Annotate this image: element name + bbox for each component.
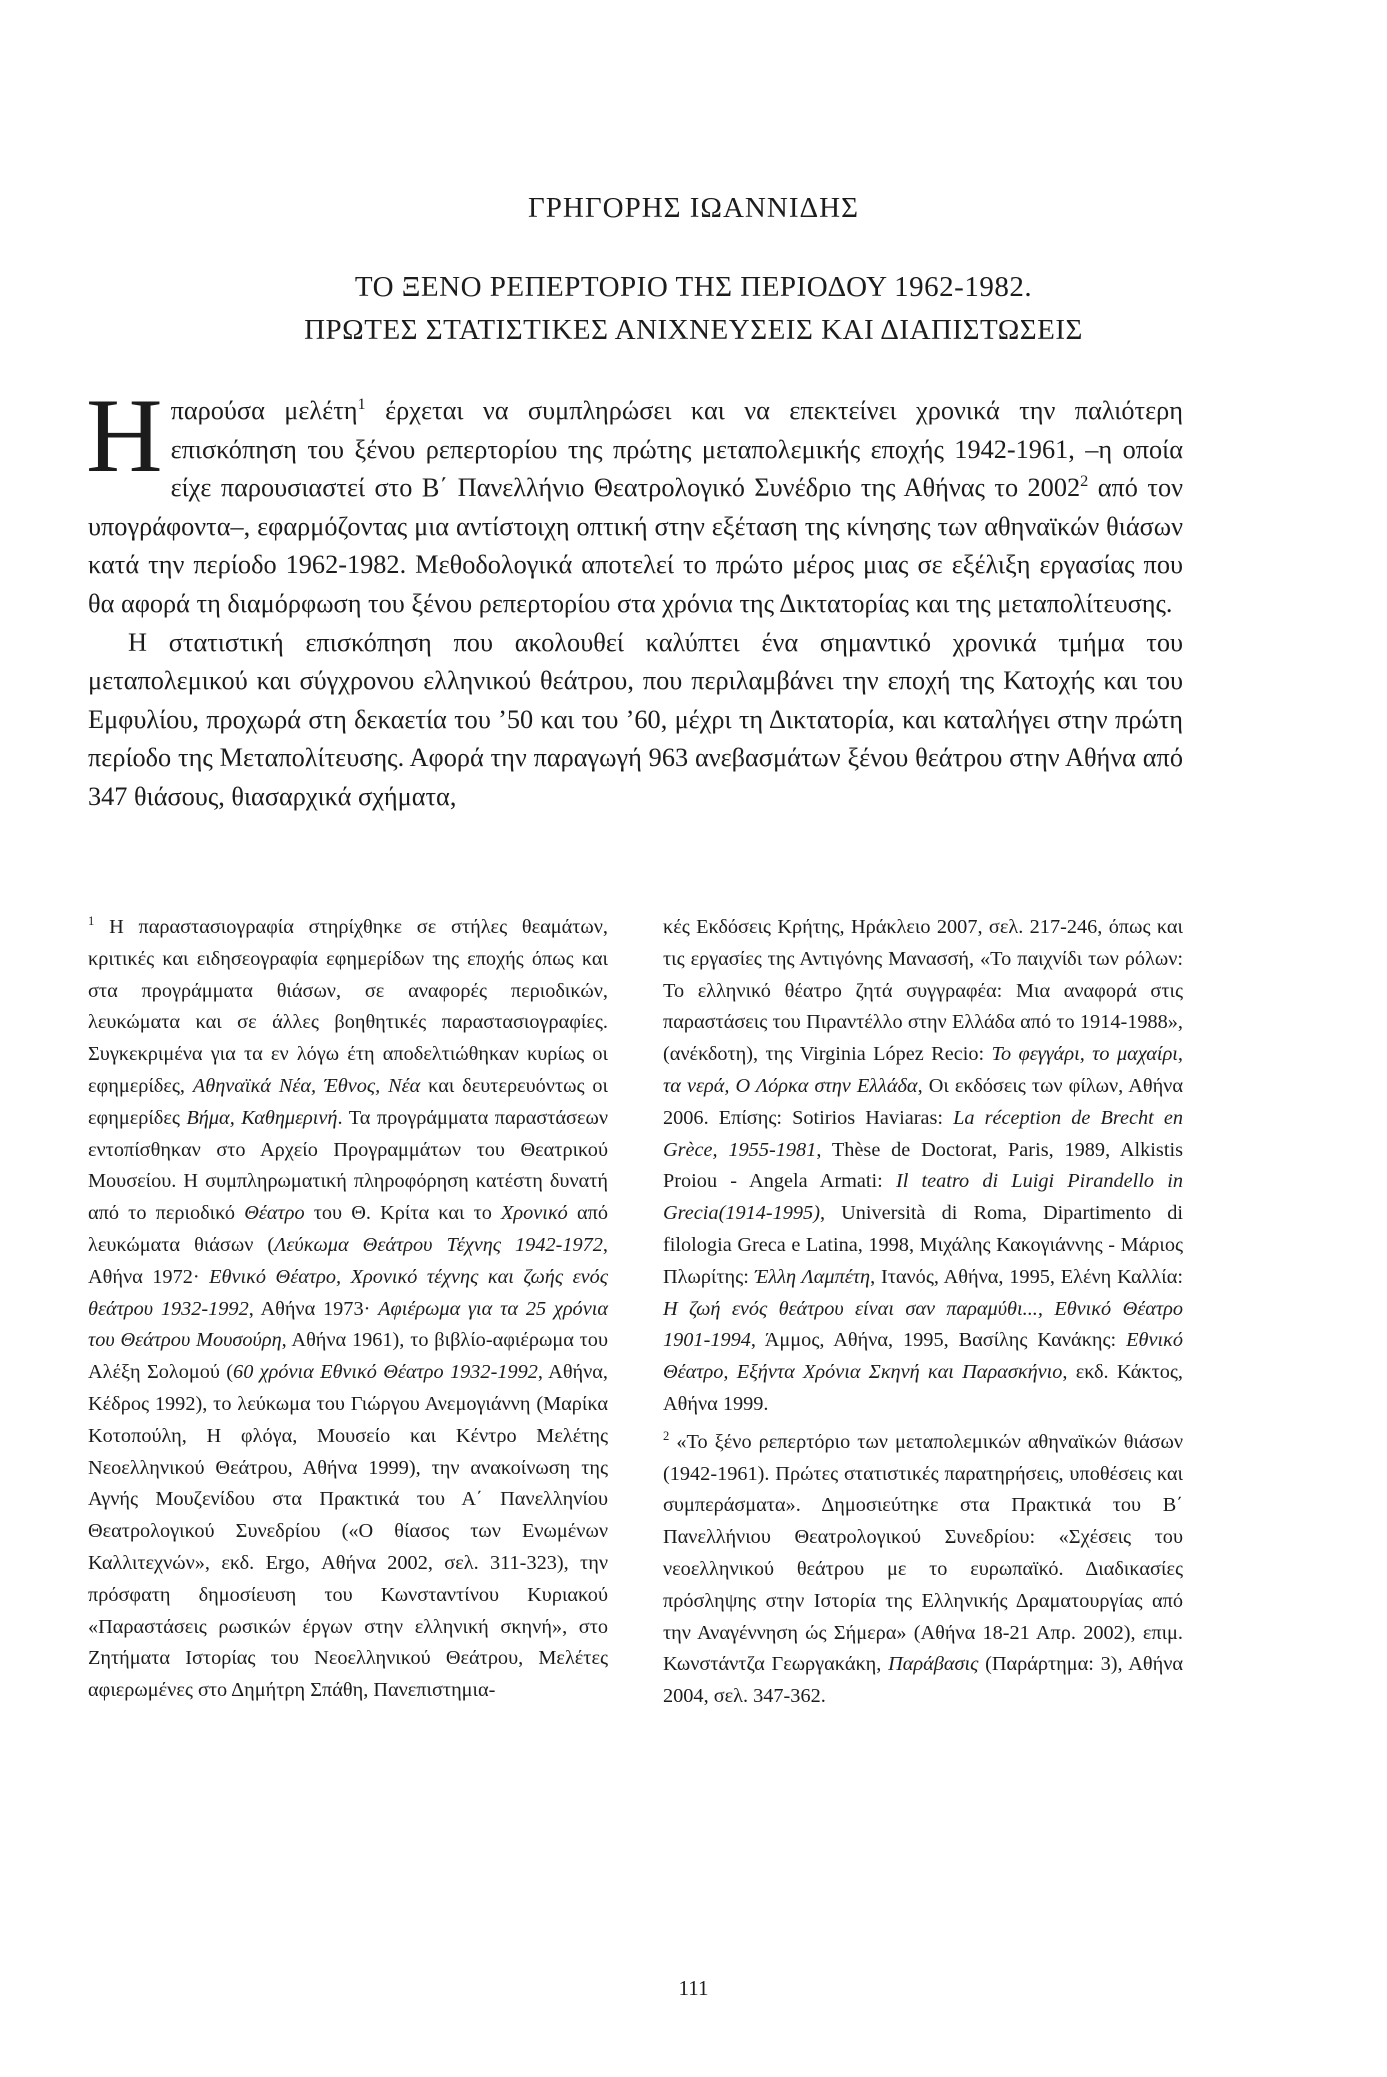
- footnote-text: κές Εκδόσεις Κρήτης, Ηράκλειο 2007, σελ. 217-246, όπως και τις εργασίες της Αντιγόνης Μανασσή, «Το παιχνίδι των ρόλων: Το ελληνικό θέατρο ζητά συγγραφέα: Μια αναφορά στις παραστάσεις του Πιραντέλλο στην Ελλάδα από το 1914-1988», (ανέκδοτη), της Virginia López Recio:: [663, 916, 1183, 1066]
- footnote-text: , Αθήνα 1961), το βιβλίο-αφιέρωμα του Αλέξη Σολομού (: [88, 1329, 608, 1384]
- footnote-italic: Χρονικό: [501, 1202, 568, 1225]
- footnote-text: Η παραστασιογραφία στηρίχθηκε σε στήλες θεαμάτων, κριτικές και ειδησεογραφία εφημερίδων της εποχής όπως και στα προγράμματα θιάσων, σε αναφορές περιοδικών, λευκώματα και σε άλλες βοηθητικές παραστασιογραφίες. Συγκεκριμένα για τα εν λόγω έτη αποδελτιώθηκαν κυρίως οι εφημερίδες,: [88, 916, 608, 1097]
- footnote-text: , Thèse de Doctorat, Paris, 1989, Alkistis Proiou - Angela Armati:: [663, 1138, 1183, 1193]
- footnote-italic: La réception de Brecht en Grèce, 1955-1981: [663, 1106, 1184, 1161]
- footnote-italic: Θέατρο: [244, 1202, 305, 1225]
- footnote-italic: Έλλη Λαμπέτη: [754, 1265, 871, 1288]
- footnote-text: . Τα προγράμματα παραστάσεων εντοπίσθηκαν στο Αρχείο Προγραμμάτων του Θεατρικού Μουσείου. Η συμπληρωματική πληροφόρηση κατέστη δυνατή από το περιοδικό: [88, 1106, 608, 1225]
- footnote-text: , Αθήνα 1972·: [88, 1233, 608, 1288]
- footnote-text: , Αθήνα, Κέδρος 1992), το λεύκωμα του Γιώργου Ανεμογιάννη (Μαρίκα Κοτοπούλη, Η φλόγα, Μουσείο και Κέντρο Μελέτης Νεοελληνικού Θεάτρου, Αθήνα 1999), την ανακοίνωση της Αγνής Μουζενίδου στα Πρακτικά του Α΄ Πανελληνίου Θεατρολογικού Συνεδρίου («Ο θίασος των Ενωμένων Καλλιτεχνών», εκδ. Ergo, Αθήνα 2002, σελ. 311-323), την πρόσφατη δημοσίευση του Κωνσταντίνου Κυριακού «Παραστάσεις ρωσικών έργων στην ελληνική σκηνή», στο Ζητήματα Ιστορίας του Νεοελληνικού Θεάτρου, Μελέτες αφιερωμένες στο Δημήτρη Σπάθη, Πανεπιστημια-: [88, 1361, 609, 1702]
- footnote-text: (Παράρτημα: 3), Αθήνα 2004, σελ. 347-362.: [663, 1653, 1183, 1708]
- footnotes-left-column: [88, 912, 608, 1707]
- footnote-2-number: 2: [663, 1428, 670, 1443]
- article-title-line-1: ΤΟ ΞΕΝΟ ΡΕΠΕΡΤΟΡΙΟ ΤΗΣ ΠΕΡΙΟΔΟΥ 1962-1982.: [354, 271, 1033, 303]
- footnote-ref-2[interactable]: 2: [1080, 471, 1089, 491]
- paragraph-1-text-c: από τον υπογράφοντα–, εφαρμόζοντας μια αντίστοιχη οπτική στην εξέταση της κίνησης των αθηναϊκών θιάσων κατά την περίοδο 1962-1982. Μεθοδολογικά αποτελεί το πρώτο μέρος μιας σε εξέλιξη εργασίας που θα αφορά τη διαμόρφωση του ξένου ρεπερτορίου στα χρόνια της Δικτατορίας και της μεταπολίτευσης.: [88, 473, 1183, 618]
- page-number: 111: [678, 1976, 709, 2000]
- footnote-text: , Οι εκδόσεις των φίλων, Αθήνα 2006. Επίσης: Sotirios Haviaras:: [663, 1074, 1183, 1129]
- footnote-italic: Εθνικό Θέατρο, Εξήντα Χρόνια Σκηνή και Παρασκήνιο: [663, 1329, 1183, 1384]
- footnote-1-number: 1: [88, 914, 95, 929]
- footnote-italic: Αφιέρωμα για τα 25 χρόνια του Θεάτρου Μουσούρη: [88, 1297, 608, 1352]
- paragraph-1-text-b: έρχεται να συμπληρώσει και να επεκτείνει χρονικά την παλιότερη επισκόπηση του ξένου ρεπερτορίου της πρώτης μεταπολεμικής εποχής 1942-1961, –η οποία είχε παρουσιαστεί στο Β΄ Πανελλήνιο Θεατρολογικό Συνέδριο της Αθήνας το 2002: [170, 396, 1183, 503]
- footnote-text: του Θ. Κρίτα και το: [304, 1202, 502, 1225]
- paragraph-1: [86, 377, 1183, 624]
- footnote-text: , εκδ. Κάκτος, Αθήνα 1999.: [663, 1361, 1183, 1415]
- footnote-1: [88, 912, 608, 1707]
- footnote-italic: Λεύκωμα Θεάτρου Τέχνης 1942-1972: [274, 1233, 603, 1256]
- footnote-text: , Άμμος, Αθήνα, 1995, Βασίλης Κανάκης:: [750, 1329, 1127, 1352]
- footnote-text: «Το ξένο ρεπερτόριο των μεταπολεμικών αθηναϊκών θιάσων (1942-1961). Πρώτες στατιστικές παρατηρήσεις, υποθέσεις και συμπεράσματα». Δημοσιεύτηκε στα Πρακτικά του Β΄ Πανελλήνιου Θεατρολογικού Συνεδρίου: «Σχέσεις του νεοελληνικού θεάτρου με το ευρωπαϊκό. Διαδικασίες πρόσληψης στην Ιστορία της Ελληνικής Δραματουργίας από την Αναγέννηση ώς Σήμερα» (Αθήνα 18-21 Απρ. 2002), επιμ. Κωνστάντζα Γεωργακάκη,: [663, 1430, 1183, 1676]
- paragraph-1-text-a: παρούσα μελέτη: [170, 396, 358, 425]
- footnote-text: , Αθήνα 1973·: [248, 1297, 379, 1320]
- author-name: ΓΡΗΓΟΡΗΣ ΙΩΑΝΝΙΔΗΣ: [528, 192, 859, 224]
- paragraph-2: Η στατιστική επισκόπηση που ακολουθεί καλύπτει ένα σημαντικό χρονικά τμήμα του μεταπολεμικού και σύγχρονου ελληνικού θεάτρου, που περιλαμβάνει την εποχή της Κατοχής και του Εμφυλίου, προχωρά στη δεκαετία του ’50 και του ’60, μέχρι τη Δικτατορία, και καταλήγει στην πρώτη περίοδο της Μεταπολίτευσης. Αφορά την παραγωγή 963 ανεβασμάτων ξένου θεάτρου στην Αθήνα από 347 θιάσους, θιασαρχικά σχήματα,: [88, 627, 1183, 811]
- footnote-italic: 60 χρόνια Εθνικό Θέατρο 1932-1992: [233, 1361, 538, 1384]
- footnote-italic: Το φεγγάρι, το μαχαίρι, τα νερά, Ο Λόρκα στην Ελλάδα: [663, 1043, 1184, 1097]
- footnote-text: , Ιτανός, Αθήνα, 1995, Ελένη Καλλία:: [870, 1265, 1183, 1288]
- footnote-italic: Εθνικό Θέατρο, Χρονικό τέχνης και ζωής ενός θεάτρου 1932-1992: [88, 1265, 608, 1320]
- footnote-text: , Università di Roma, Dipartimento di filologia Greca e Latina, 1998, Μιχάλης Κακογιάννης - Μάριος Πλωρίτης:: [663, 1202, 1183, 1288]
- footnote-2: [663, 1427, 1183, 1713]
- drop-cap: Η: [86, 377, 163, 494]
- footnote-italic: Παράβασις: [888, 1653, 979, 1676]
- footnote-text: από λευκώματα θιάσων (: [88, 1202, 608, 1256]
- footnote-ref-1[interactable]: 1: [357, 394, 366, 414]
- footnote-text: και δευτερευόντως οι εφημερίδες: [88, 1074, 608, 1129]
- footnote-italic: Αθηναϊκά Νέα, Έθνος, Νέα: [192, 1074, 421, 1097]
- footnote-italic: Η ζωή ενός θεάτρου είναι σαν παραμύθι..., Εθνικό Θέατρο 1901-1994: [663, 1297, 1183, 1352]
- article-title: [0, 266, 1387, 352]
- footnote-italic: Βήμα, Καθημερινή: [186, 1106, 338, 1129]
- footnotes-right-column: [663, 912, 1183, 1713]
- article-title-line-2: ΠΡΩΤΕΣ ΣΤΑΤΙΣΤΙΚΕΣ ΑΝΙΧΝΕΥΣΕΙΣ ΚΑΙ ΔΙΑΠΙΣΤΩΣΕΙΣ: [304, 314, 1083, 346]
- main-text: [86, 377, 1183, 817]
- footnote-italic: Il teatro di Luigi Pirandello in Grecia(1914-1995): [663, 1170, 1183, 1225]
- footnote-1-continued: [663, 912, 1183, 1421]
